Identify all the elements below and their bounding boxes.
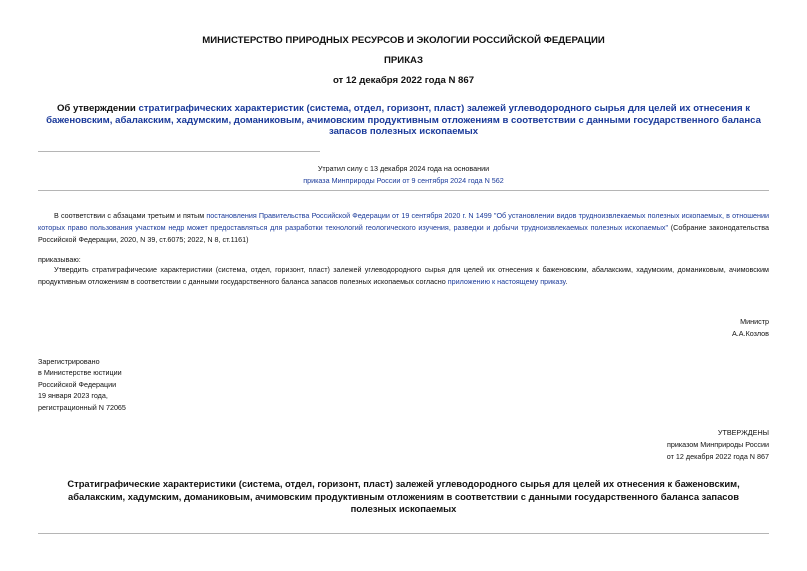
status-bottom-divider	[38, 190, 769, 191]
document-title	[38, 103, 769, 138]
approval-end: .	[565, 277, 568, 286]
approval-paragraph	[38, 264, 769, 288]
ministry-heading: МИНИСТЕРСТВО ПРИРОДНЫХ РЕСУРСОВ И ЭКОЛОГИИ РОССИЙСКОЙ ФЕДЕРАЦИИ	[202, 35, 605, 46]
approval-text: Утвердить стратиграфические характеристики (система, отдел, горизонт, пласт) залежей углеводородного сырья для целей их отнесения к баженовским, абалакским, хадумским, доманиковым, ачимовским продуктивным отложениям в соответствии с данными государственного баланса запасов полезных ископаемых согласно	[38, 265, 769, 286]
approved-block	[667, 427, 769, 463]
preamble-paragraph	[38, 210, 769, 246]
registration-block	[38, 356, 126, 413]
signature-position: Министр	[740, 317, 769, 326]
signature-block	[732, 316, 769, 340]
government-decree-link[interactable]: постановления Правительства Российской Федерации от 19 сентября 2020 г. N 1499 "Об установлении видов трудноизвлекаемых полезных ископаемых, в отношении которых право пользования участком недр может предоставляться для разработки технологий геологического изучения, разведки и добычи трудноизвлекаемых полезных ископаемых"	[38, 211, 770, 232]
registration-line: в Министерстве юстиции	[38, 368, 122, 378]
preamble-start: В соответствии с абзацами третьим и пятым	[54, 211, 205, 220]
doc-date-number: от 12 декабря 2022 года N 867	[332, 75, 475, 86]
registration-line: регистрационный N 72065	[38, 402, 126, 412]
approved-line: приказом Минприроды России	[666, 440, 769, 449]
registration-line: 19 января 2023 года,	[38, 391, 108, 401]
signature-name: А.А.Козлов	[732, 329, 769, 338]
approved-line: УТВЕРЖДЕНЫ	[717, 428, 769, 437]
approved-line: от 12 декабря 2022 года N 867	[666, 452, 769, 461]
appendix-title: Стратиграфические характеристики (система, отдел, горизонт, пласт) залежей углеводородного сырья для целей их отнесения к баженовским, абалакским, хадумским, доманиковым, ачимовским продуктивным отложениям в соответствии с данными государственного баланса запасов полезных ископаемых	[67, 478, 740, 515]
bottom-divider	[38, 533, 769, 534]
appendix-link[interactable]: приложению к настоящему приказу	[447, 277, 566, 286]
order-word: приказываю:	[38, 255, 81, 264]
preamble-end: (Собрание законодательства Российской Федерации, 2020, N 39, ст.6075; 2022, N 8, ст.1161)	[38, 223, 769, 244]
status-top-divider	[38, 151, 320, 152]
registration-line: Российской Федерации	[38, 379, 117, 389]
doc-type-heading: ПРИКАЗ	[384, 55, 423, 66]
title-link[interactable]: стратиграфических характеристик (система, отдел, горизонт, пласт) залежей углеводородного сырья для целей их отнесения к баженовским, абалакским, хадумским, доманиковым, ачимовским продуктивным отложениям в соответствии с данными государственного баланса запасов полезных ископаемых	[46, 103, 761, 137]
registration-line: Зарегистрировано	[38, 357, 100, 366]
status-line: Утратил силу с 13 декабря 2024 года на основании	[317, 164, 490, 173]
status-repeal-link[interactable]: приказа Минприроды России от 9 сентября 2024 года N 562	[303, 176, 504, 185]
title-prefix: Об утверждении	[56, 103, 136, 114]
